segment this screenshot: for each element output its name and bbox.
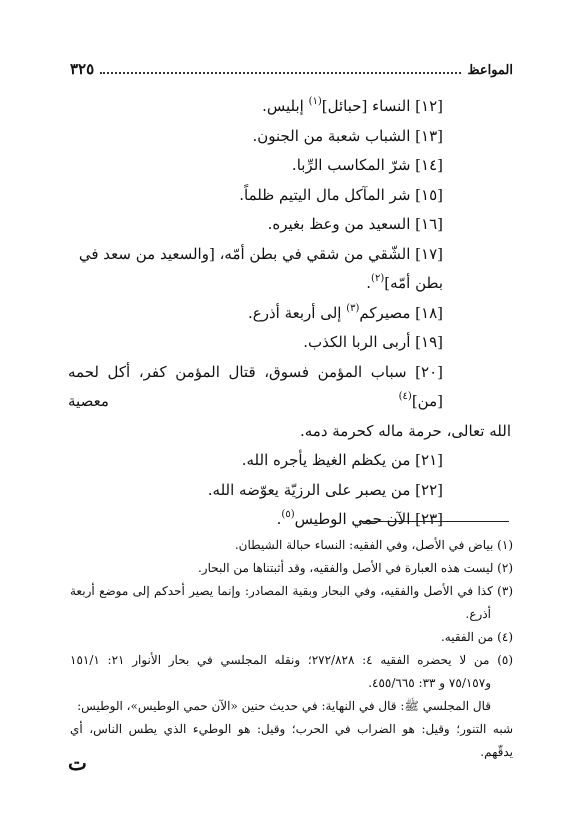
saying-line-continued: الله تعالى، حرمة ماله كحرمة دمه. bbox=[299, 421, 511, 440]
saying-line: [١٧] الشّقي من شقي في بطن أمّه، [والسعيد من سعد في بطن أمّه]$^{(٢)}$. bbox=[78, 244, 443, 292]
footnote-ref: (٥) bbox=[281, 509, 295, 520]
saying-line: [١٨] مصيركم$^{(٣)}$ إلى أربعة أذرع. bbox=[248, 302, 443, 322]
footnote: (٥) من لا يحضره الفقيه ٤: ٢٧٢/٨٢٨؛ ونقله المجلسي في بحار الأنوار ٢١: ١٥١/١ bbox=[70, 653, 514, 667]
footnote-separator bbox=[359, 521, 509, 522]
footnote: (٤) من الفقيه. bbox=[440, 630, 513, 644]
saying-line: [١٣] الشباب شعبة من الجنون. bbox=[252, 126, 443, 145]
footnote-ref: (٣) bbox=[346, 302, 360, 314]
saying-line: [٢١] من يكظم الغيظ يأجره الله. bbox=[241, 451, 443, 469]
saying-line: [١٤] شرّ المكاسب الرِّبا. bbox=[291, 156, 443, 174]
continuation-mark: ت bbox=[68, 751, 87, 775]
footnote-commentary: قال المجلسي ﷺ: قال في النهاية: في حديث حنين «الآن حمي الوطيس»، الوطيس: bbox=[77, 699, 491, 713]
footnote-ref: (١) bbox=[308, 96, 322, 107]
chapter-title: المواعظ bbox=[467, 63, 513, 78]
saying-line: [٢٢] من يصبر على الرزيّة يعوّضه الله. bbox=[207, 480, 443, 499]
footnote-commentary: شبه التنور؛ وقيل: هو الضراب في الحرب؛ وقيل: هو الوطيء الذي يطس الناس، أي يدقّهم. bbox=[70, 722, 513, 759]
running-head bbox=[70, 58, 513, 78]
saying-line: [٢٣] الآن حمي الوطيس$^{(٥)}$. bbox=[276, 509, 443, 528]
saying-line: [٢٠] سباب المؤمن فسوق، قتال المؤمن كفر، أكل لحمه [من]$^{(٤)}$ معصية bbox=[68, 362, 443, 410]
footnote-continued: و٧٥/١٥٧ و ٣٣: ٤٥٥/٦٦٥. bbox=[368, 676, 491, 690]
main-text bbox=[68, 92, 511, 535]
saying-line: [١٩] أربى الربا الكذب. bbox=[303, 333, 443, 351]
footnote: (٣) كذا في الأصل والفقيه، وفي البحار وبقية المصادر: وإنما يصير أحدكم إلى موضع أربعة bbox=[70, 584, 514, 598]
leader-dots bbox=[100, 72, 461, 74]
page-number: ٣٢٥ bbox=[70, 60, 95, 78]
saying-line: [١٢] النساء [حبائل]$^{(١)}$ إبليس. bbox=[262, 96, 443, 115]
footnote: (٢) ليست هذه العبارة في الأصل والفقيه، وقد أثبتناها من البحار. bbox=[197, 561, 513, 575]
saying-line: [١٥] شر المآكل مال اليتيم ظلماً. bbox=[239, 185, 443, 204]
footnotes bbox=[70, 534, 513, 764]
footnote-ref: (٢) bbox=[371, 273, 385, 284]
footnote: (١) بياض في الأصل، وفي الفقيه: النساء حبالة الشيطان. bbox=[234, 538, 513, 552]
saying-line: [١٦] السعيد من وعظ بغيره. bbox=[267, 215, 443, 233]
footnote-ref: (٤) bbox=[398, 391, 412, 402]
footnote-continued: أذرع. bbox=[465, 607, 491, 621]
